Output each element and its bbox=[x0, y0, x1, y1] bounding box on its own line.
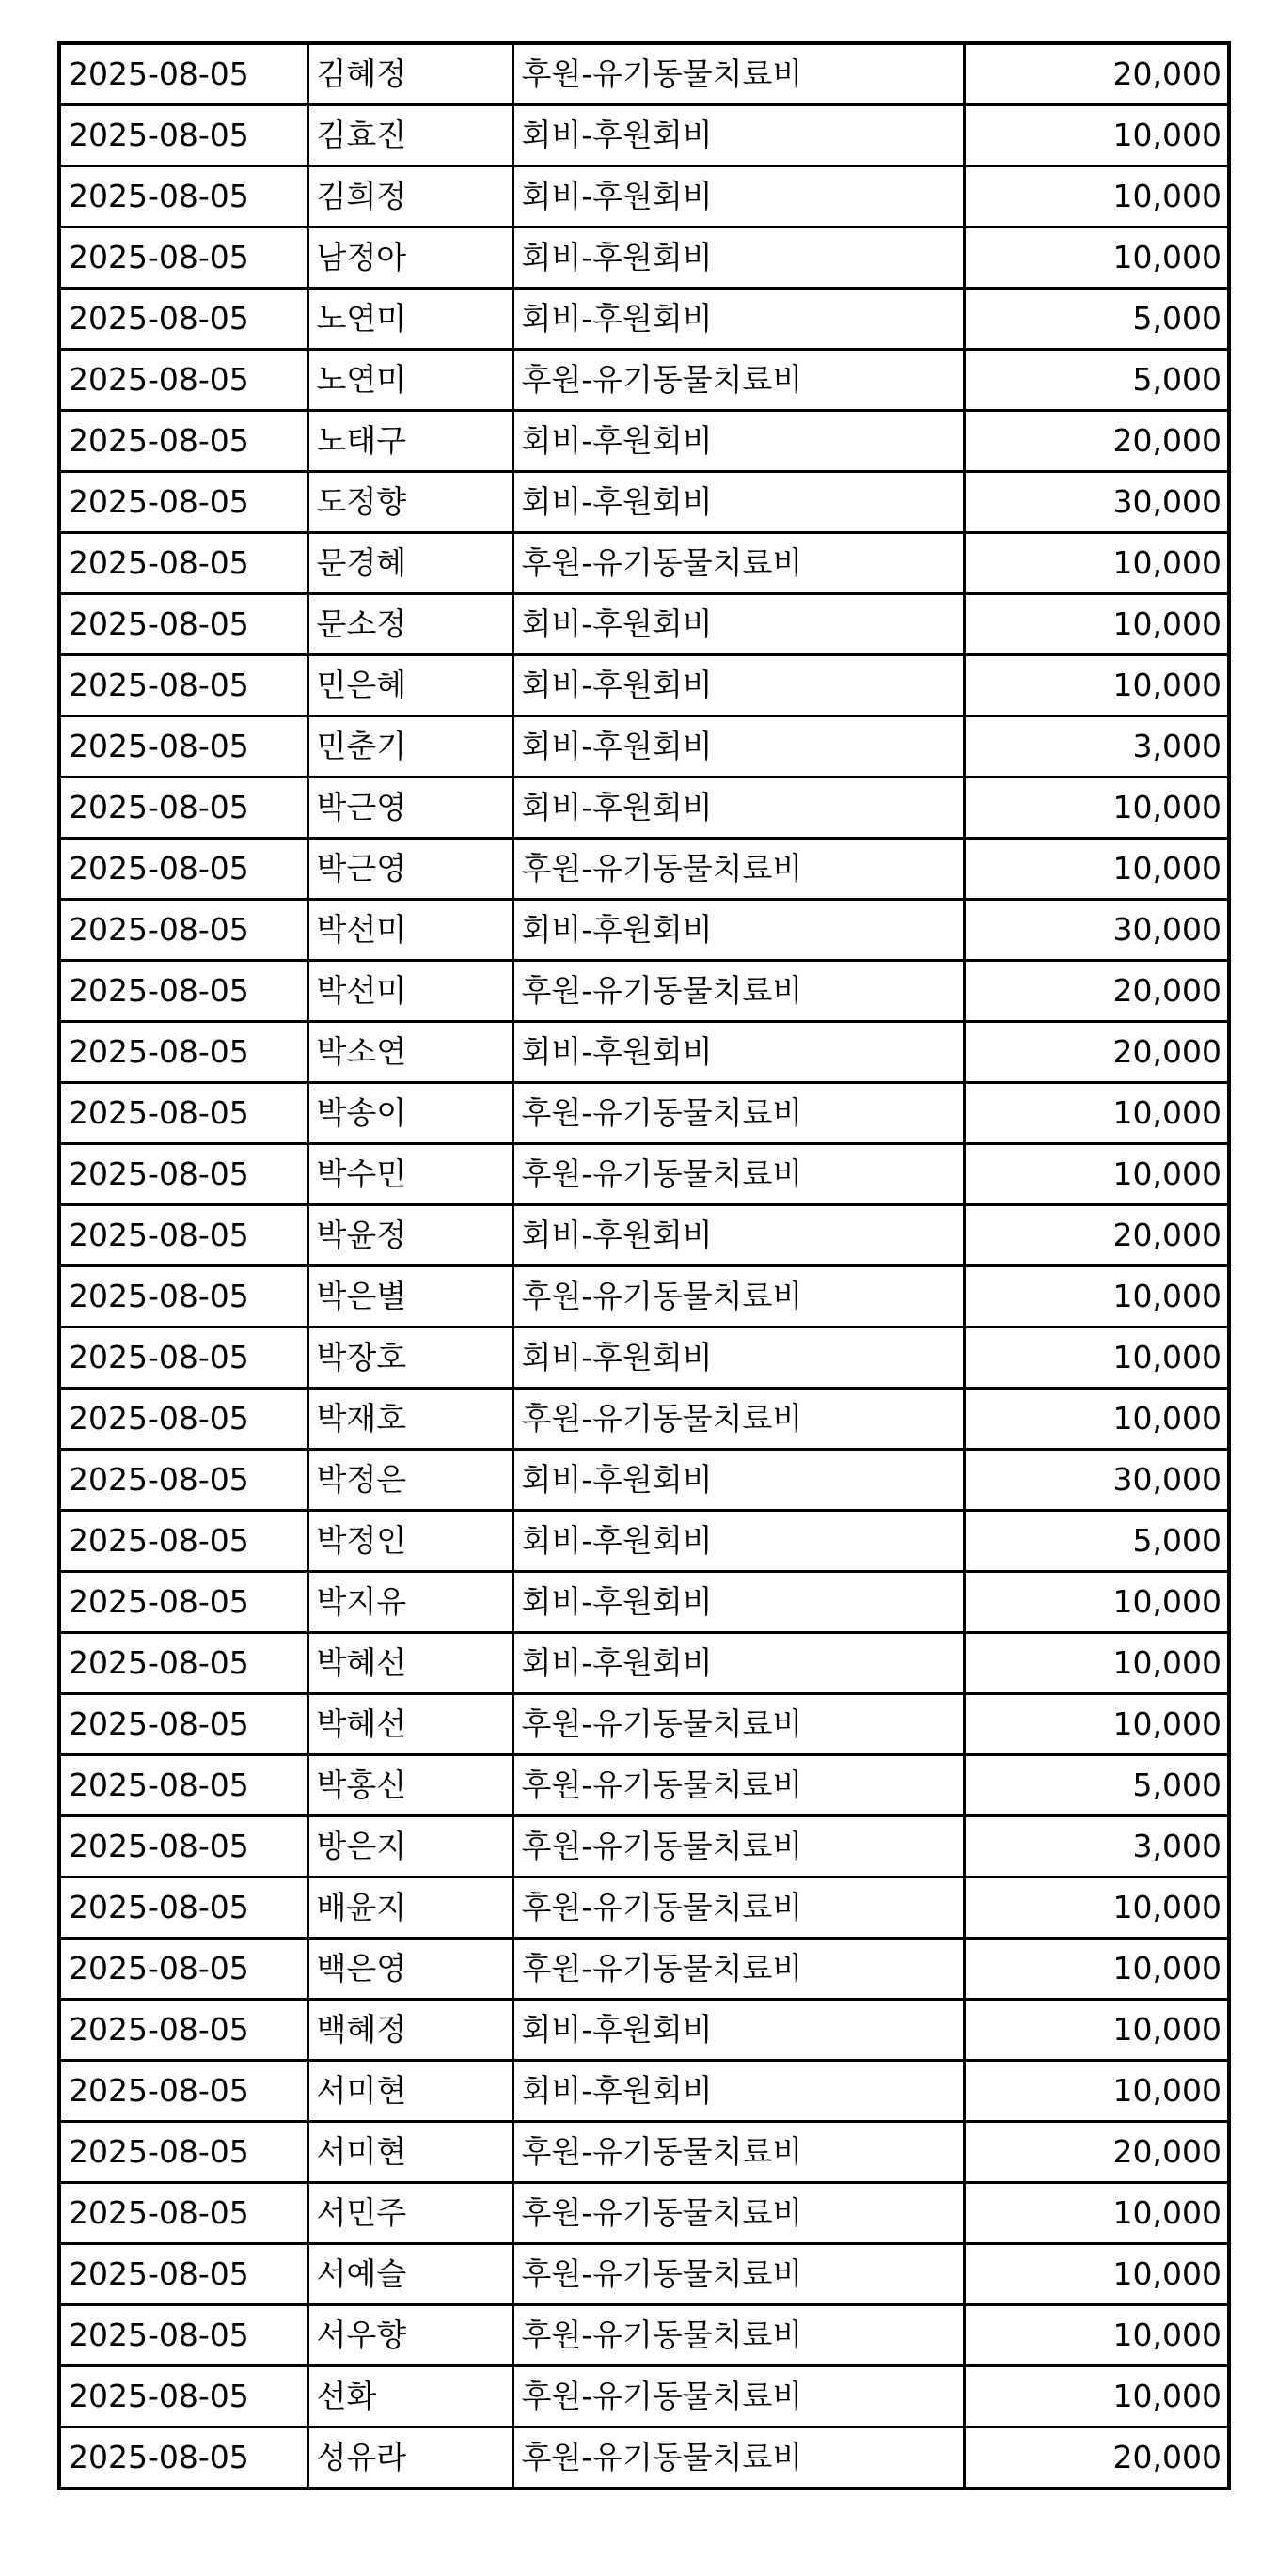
date-cell: 2025-08-05 bbox=[59, 1022, 307, 1083]
table-row bbox=[59, 166, 1229, 228]
table-row bbox=[59, 1755, 1229, 1816]
category-cell: 회비-후원회비 bbox=[512, 2000, 964, 2061]
category-cell: 회비-후원회비 bbox=[512, 1205, 964, 1266]
category-cell: 회비-후원회비 bbox=[512, 1022, 964, 1083]
amount-cell: 30,000 bbox=[964, 900, 1229, 961]
ledger-body bbox=[59, 43, 1229, 2489]
category-cell: 회비-후원회비 bbox=[512, 411, 964, 472]
date-cell: 2025-08-05 bbox=[59, 105, 307, 166]
amount-cell: 10,000 bbox=[964, 2366, 1229, 2427]
amount-cell: 10,000 bbox=[964, 2305, 1229, 2366]
amount-cell: 10,000 bbox=[964, 166, 1229, 228]
date-cell: 2025-08-05 bbox=[59, 2366, 307, 2427]
category-cell: 회비-후원회비 bbox=[512, 1572, 964, 1633]
date-cell: 2025-08-05 bbox=[59, 1694, 307, 1755]
name-cell: 노연미 bbox=[307, 350, 512, 411]
name-cell: 박홍신 bbox=[307, 1755, 512, 1816]
table-row bbox=[59, 105, 1229, 166]
date-cell: 2025-08-05 bbox=[59, 2122, 307, 2183]
category-cell: 회비-후원회비 bbox=[512, 1633, 964, 1694]
amount-cell: 10,000 bbox=[964, 594, 1229, 655]
table-row bbox=[59, 1633, 1229, 1694]
table-row bbox=[59, 1572, 1229, 1633]
category-cell: 후원-유기동물치료비 bbox=[512, 1144, 964, 1205]
name-cell: 박선미 bbox=[307, 900, 512, 961]
category-cell: 회비-후원회비 bbox=[512, 228, 964, 289]
table-row bbox=[59, 2183, 1229, 2244]
category-cell: 후원-유기동물치료비 bbox=[512, 1389, 964, 1450]
name-cell: 선화 bbox=[307, 2366, 512, 2427]
name-cell: 박장호 bbox=[307, 1327, 512, 1389]
name-cell: 박선미 bbox=[307, 961, 512, 1022]
name-cell: 박혜선 bbox=[307, 1633, 512, 1694]
name-cell: 박혜선 bbox=[307, 1694, 512, 1755]
name-cell: 박은별 bbox=[307, 1266, 512, 1327]
category-cell: 후원-유기동물치료비 bbox=[512, 1939, 964, 2000]
amount-cell: 10,000 bbox=[964, 2183, 1229, 2244]
table-row bbox=[59, 472, 1229, 533]
name-cell: 박지유 bbox=[307, 1572, 512, 1633]
category-cell: 회비-후원회비 bbox=[512, 900, 964, 961]
table-row bbox=[59, 43, 1229, 105]
amount-cell: 10,000 bbox=[964, 1572, 1229, 1633]
name-cell: 민은혜 bbox=[307, 655, 512, 716]
date-cell: 2025-08-05 bbox=[59, 2427, 307, 2490]
date-cell: 2025-08-05 bbox=[59, 350, 307, 411]
table-row bbox=[59, 1144, 1229, 1205]
table-row bbox=[59, 1389, 1229, 1450]
table-row bbox=[59, 1083, 1229, 1144]
table-row bbox=[59, 1511, 1229, 1572]
name-cell: 문경혜 bbox=[307, 533, 512, 594]
amount-cell: 10,000 bbox=[964, 1939, 1229, 2000]
table-row bbox=[59, 228, 1229, 289]
date-cell: 2025-08-05 bbox=[59, 2183, 307, 2244]
date-cell: 2025-08-05 bbox=[59, 1511, 307, 1572]
date-cell: 2025-08-05 bbox=[59, 716, 307, 778]
date-cell: 2025-08-05 bbox=[59, 1633, 307, 1694]
table-row bbox=[59, 1694, 1229, 1755]
table-row bbox=[59, 1939, 1229, 2000]
date-cell: 2025-08-05 bbox=[59, 2061, 307, 2122]
table-row bbox=[59, 1205, 1229, 1266]
table-row bbox=[59, 2427, 1229, 2490]
category-cell: 후원-유기동물치료비 bbox=[512, 350, 964, 411]
category-cell: 회비-후원회비 bbox=[512, 1327, 964, 1389]
amount-cell: 3,000 bbox=[964, 1816, 1229, 1877]
name-cell: 서민주 bbox=[307, 2183, 512, 2244]
amount-cell: 20,000 bbox=[964, 1205, 1229, 1266]
date-cell: 2025-08-05 bbox=[59, 839, 307, 900]
table-row bbox=[59, 1022, 1229, 1083]
table-row bbox=[59, 778, 1229, 839]
category-cell: 회비-후원회비 bbox=[512, 1450, 964, 1511]
category-cell: 후원-유기동물치료비 bbox=[512, 2122, 964, 2183]
name-cell: 김혜정 bbox=[307, 43, 512, 105]
date-cell: 2025-08-05 bbox=[59, 1939, 307, 2000]
table-row bbox=[59, 533, 1229, 594]
date-cell: 2025-08-05 bbox=[59, 1327, 307, 1389]
date-cell: 2025-08-05 bbox=[59, 166, 307, 228]
category-cell: 회비-후원회비 bbox=[512, 472, 964, 533]
date-cell: 2025-08-05 bbox=[59, 655, 307, 716]
date-cell: 2025-08-05 bbox=[59, 961, 307, 1022]
amount-cell: 10,000 bbox=[964, 1144, 1229, 1205]
category-cell: 후원-유기동물치료비 bbox=[512, 2427, 964, 2490]
table-row bbox=[59, 900, 1229, 961]
name-cell: 박근영 bbox=[307, 778, 512, 839]
name-cell: 박송이 bbox=[307, 1083, 512, 1144]
name-cell: 노태구 bbox=[307, 411, 512, 472]
date-cell: 2025-08-05 bbox=[59, 472, 307, 533]
date-cell: 2025-08-05 bbox=[59, 1144, 307, 1205]
table-row bbox=[59, 2305, 1229, 2366]
name-cell: 남정아 bbox=[307, 228, 512, 289]
category-cell: 후원-유기동물치료비 bbox=[512, 1755, 964, 1816]
table-row bbox=[59, 2061, 1229, 2122]
amount-cell: 20,000 bbox=[964, 2427, 1229, 2490]
table-row bbox=[59, 2244, 1229, 2305]
category-cell: 회비-후원회비 bbox=[512, 716, 964, 778]
category-cell: 후원-유기동물치료비 bbox=[512, 961, 964, 1022]
name-cell: 김희정 bbox=[307, 166, 512, 228]
category-cell: 후원-유기동물치료비 bbox=[512, 1266, 964, 1327]
date-cell: 2025-08-05 bbox=[59, 43, 307, 105]
amount-cell: 10,000 bbox=[964, 228, 1229, 289]
amount-cell: 5,000 bbox=[964, 1755, 1229, 1816]
amount-cell: 10,000 bbox=[964, 839, 1229, 900]
amount-cell: 5,000 bbox=[964, 289, 1229, 350]
amount-cell: 10,000 bbox=[964, 2061, 1229, 2122]
name-cell: 방은지 bbox=[307, 1816, 512, 1877]
category-cell: 회비-후원회비 bbox=[512, 166, 964, 228]
category-cell: 후원-유기동물치료비 bbox=[512, 2366, 964, 2427]
table-row bbox=[59, 2000, 1229, 2061]
name-cell: 김효진 bbox=[307, 105, 512, 166]
name-cell: 서미현 bbox=[307, 2122, 512, 2183]
amount-cell: 10,000 bbox=[964, 2244, 1229, 2305]
amount-cell: 3,000 bbox=[964, 716, 1229, 778]
category-cell: 후원-유기동물치료비 bbox=[512, 2244, 964, 2305]
date-cell: 2025-08-05 bbox=[59, 289, 307, 350]
date-cell: 2025-08-05 bbox=[59, 1450, 307, 1511]
name-cell: 문소정 bbox=[307, 594, 512, 655]
amount-cell: 20,000 bbox=[964, 43, 1229, 105]
amount-cell: 10,000 bbox=[964, 1633, 1229, 1694]
date-cell: 2025-08-05 bbox=[59, 1266, 307, 1327]
category-cell: 회비-후원회비 bbox=[512, 1511, 964, 1572]
amount-cell: 30,000 bbox=[964, 1450, 1229, 1511]
name-cell: 박근영 bbox=[307, 839, 512, 900]
category-cell: 회비-후원회비 bbox=[512, 289, 964, 350]
name-cell: 서우향 bbox=[307, 2305, 512, 2366]
table-row bbox=[59, 1327, 1229, 1389]
date-cell: 2025-08-05 bbox=[59, 1205, 307, 1266]
category-cell: 회비-후원회비 bbox=[512, 655, 964, 716]
table-row bbox=[59, 594, 1229, 655]
category-cell: 후원-유기동물치료비 bbox=[512, 2305, 964, 2366]
category-cell: 후원-유기동물치료비 bbox=[512, 1083, 964, 1144]
name-cell: 백혜정 bbox=[307, 2000, 512, 2061]
amount-cell: 10,000 bbox=[964, 655, 1229, 716]
date-cell: 2025-08-05 bbox=[59, 900, 307, 961]
amount-cell: 5,000 bbox=[964, 1511, 1229, 1572]
name-cell: 박윤정 bbox=[307, 1205, 512, 1266]
name-cell: 배윤지 bbox=[307, 1877, 512, 1939]
date-cell: 2025-08-05 bbox=[59, 2000, 307, 2061]
category-cell: 후원-유기동물치료비 bbox=[512, 1877, 964, 1939]
table-row bbox=[59, 289, 1229, 350]
date-cell: 2025-08-05 bbox=[59, 594, 307, 655]
date-cell: 2025-08-05 bbox=[59, 1083, 307, 1144]
date-cell: 2025-08-05 bbox=[59, 1755, 307, 1816]
table-row bbox=[59, 1266, 1229, 1327]
category-cell: 후원-유기동물치료비 bbox=[512, 1816, 964, 1877]
amount-cell: 10,000 bbox=[964, 778, 1229, 839]
table-row bbox=[59, 1450, 1229, 1511]
amount-cell: 10,000 bbox=[964, 2000, 1229, 2061]
table-row bbox=[59, 961, 1229, 1022]
amount-cell: 10,000 bbox=[964, 1694, 1229, 1755]
table-row bbox=[59, 839, 1229, 900]
amount-cell: 10,000 bbox=[964, 1266, 1229, 1327]
table-row bbox=[59, 2122, 1229, 2183]
name-cell: 서미현 bbox=[307, 2061, 512, 2122]
amount-cell: 10,000 bbox=[964, 1327, 1229, 1389]
amount-cell: 20,000 bbox=[964, 961, 1229, 1022]
category-cell: 회비-후원회비 bbox=[512, 778, 964, 839]
amount-cell: 20,000 bbox=[964, 1022, 1229, 1083]
name-cell: 백은영 bbox=[307, 1939, 512, 2000]
amount-cell: 30,000 bbox=[964, 472, 1229, 533]
date-cell: 2025-08-05 bbox=[59, 228, 307, 289]
category-cell: 후원-유기동물치료비 bbox=[512, 839, 964, 900]
category-cell: 회비-후원회비 bbox=[512, 594, 964, 655]
donation-ledger-table bbox=[57, 41, 1231, 2490]
name-cell: 박수민 bbox=[307, 1144, 512, 1205]
date-cell: 2025-08-05 bbox=[59, 2244, 307, 2305]
name-cell: 민춘기 bbox=[307, 716, 512, 778]
ledger-sheet bbox=[57, 41, 1231, 2490]
name-cell: 박정은 bbox=[307, 1450, 512, 1511]
name-cell: 박정인 bbox=[307, 1511, 512, 1572]
amount-cell: 10,000 bbox=[964, 533, 1229, 594]
date-cell: 2025-08-05 bbox=[59, 778, 307, 839]
name-cell: 성유라 bbox=[307, 2427, 512, 2490]
name-cell: 서예슬 bbox=[307, 2244, 512, 2305]
amount-cell: 10,000 bbox=[964, 1877, 1229, 1939]
date-cell: 2025-08-05 bbox=[59, 1389, 307, 1450]
date-cell: 2025-08-05 bbox=[59, 1572, 307, 1633]
table-row bbox=[59, 716, 1229, 778]
table-row bbox=[59, 2366, 1229, 2427]
category-cell: 후원-유기동물치료비 bbox=[512, 2183, 964, 2244]
amount-cell: 20,000 bbox=[964, 411, 1229, 472]
name-cell: 박재호 bbox=[307, 1389, 512, 1450]
name-cell: 박소연 bbox=[307, 1022, 512, 1083]
category-cell: 회비-후원회비 bbox=[512, 2061, 964, 2122]
date-cell: 2025-08-05 bbox=[59, 1877, 307, 1939]
amount-cell: 10,000 bbox=[964, 105, 1229, 166]
amount-cell: 20,000 bbox=[964, 2122, 1229, 2183]
table-row bbox=[59, 411, 1229, 472]
amount-cell: 10,000 bbox=[964, 1083, 1229, 1144]
amount-cell: 5,000 bbox=[964, 350, 1229, 411]
name-cell: 노연미 bbox=[307, 289, 512, 350]
category-cell: 후원-유기동물치료비 bbox=[512, 533, 964, 594]
category-cell: 후원-유기동물치료비 bbox=[512, 1694, 964, 1755]
name-cell: 도정향 bbox=[307, 472, 512, 533]
table-row bbox=[59, 1816, 1229, 1877]
date-cell: 2025-08-05 bbox=[59, 1816, 307, 1877]
table-row bbox=[59, 655, 1229, 716]
date-cell: 2025-08-05 bbox=[59, 411, 307, 472]
date-cell: 2025-08-05 bbox=[59, 2305, 307, 2366]
category-cell: 후원-유기동물치료비 bbox=[512, 43, 964, 105]
date-cell: 2025-08-05 bbox=[59, 533, 307, 594]
table-row bbox=[59, 1877, 1229, 1939]
table-row bbox=[59, 350, 1229, 411]
category-cell: 회비-후원회비 bbox=[512, 105, 964, 166]
amount-cell: 10,000 bbox=[964, 1389, 1229, 1450]
